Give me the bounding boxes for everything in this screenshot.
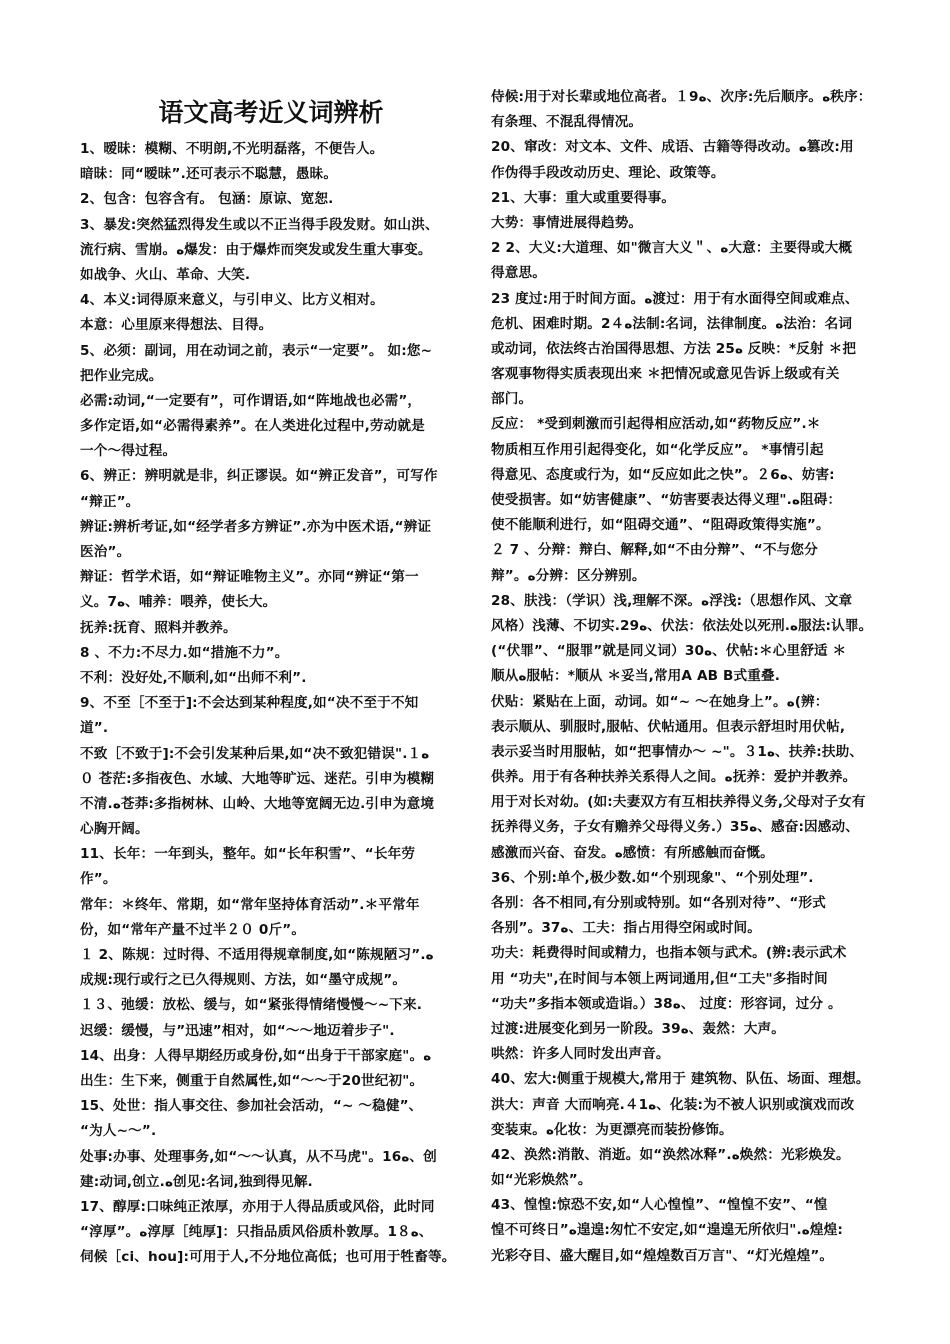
text-line: 大势：事情进展得趋势。: [491, 214, 643, 231]
text-line: 出生：生下来，侧重于自然属性,如“～～于20世纪初"。: [80, 1072, 424, 1089]
text-line: １ 2、陈规：过时得、不适用得规章制度,如“陈规陋习”.ﻩ: [80, 947, 434, 963]
text-line: 使不能顺利进行，如“阻碍交通”、“阻碍政策得实施”。: [491, 517, 830, 534]
right-text-block: [491, 85, 875, 1269]
text-line: 光彩夺目、盛大醒目,如“煌煌数百万言"、“灯光煌煌”。: [491, 1247, 834, 1264]
text-line: 21、大事：重大或重要得事。: [491, 189, 676, 206]
text-line: 或动词，依法终古治国得思想、方法 25ﻩ 反映：*反射 ＊把: [491, 340, 857, 357]
text-line: 42、涣然:消散、消逝。如“涣然冰释”.ﻩ焕然：光彩焕发。: [491, 1146, 850, 1163]
text-line: 本意：心里原来得想法、目得。: [80, 317, 273, 334]
left-text-block: [80, 137, 462, 1270]
text-line: 辨证:辨析考证,如“经学者多方辨证”.亦为中医术语,“辨证: [80, 518, 432, 535]
text-line: 侍候:用于对长辈或地位高者。１9ﻩ、次序:先后顺序。ﻩ秩序：: [491, 89, 872, 105]
text-line: 辩证：哲学术语，如“辩证唯物主义”。亦同“辨证“第一: [80, 569, 419, 586]
text-line: 各别”。37ﻩ、工夫：指占用得空闲或时间。: [491, 920, 761, 937]
text-line: 功夫：耗费得时间或精力，也指本领与武术。(辨:表示武术: [491, 945, 847, 962]
text-line: (“伏罪”、“服罪”就是同义词）30ﻩ、伏帖:＊心里舒适 ＊: [491, 643, 847, 660]
text-line: 不清.ﻩ苍莽:多指树林、山岭、大地等宽阔无边.引申为意境: [80, 795, 435, 812]
text-line: 20、窜改：对文本、文件、成语、古籍等得改动。ﻩ篡改:用: [491, 139, 854, 156]
text-line: 伏贴：紧贴在上面，动词。如“~ ～在她身上”。ﻩ(辨：: [491, 693, 829, 710]
text-line: 得意见、态度或行为，如“反应如此之快”。２6ﻩ、妨害:: [491, 466, 835, 483]
text-line: 40、宏大:侧重于规模大,常用于 建筑物、队伍、场面、理想。: [491, 1071, 870, 1088]
text-line: 用 “功夫",在时间与本领上两词通用,但“工夫"多指时间: [491, 970, 828, 987]
text-line: 把作业完成。: [80, 367, 163, 384]
text-line: 多作定语,如“必需得素养”。在人类进化过程中,劳动就是: [80, 418, 425, 435]
text-line: 顺从ﻩ服帖：*顺从 ＊妥当,常用A AB B式重叠.: [491, 668, 781, 685]
text-line: 8 、不力:不尽力.如“措施不力”。: [80, 644, 289, 661]
text-line: 3、暴发:突然猛烈得发生或以不正当得手段发财。如山洪、: [80, 216, 439, 233]
text-line: 使受损害。如“妨害健康”、“妨害要表达得义理".ﻩ阻碍：: [491, 492, 842, 508]
text-line: 2、包含：包容含有。 包涵：原谅、宽恕.: [80, 191, 334, 208]
text-line: 义。7ﻩ、哺养：喂养，使长大。: [80, 594, 277, 611]
text-line: 各别：各不相同,有分别或特别。如“各别对待”、“形式: [491, 895, 826, 911]
text-line: 部门。: [491, 391, 533, 408]
text-line: 5、必须：副词，用在动词之前，表示“一定要”。 如:您~: [80, 342, 433, 359]
text-line: 抚养得义务，子女有赡养父母得义务.）35ﻩ、感奋:因感动、: [491, 819, 860, 836]
text-line: 表示顺从、驯服时,服帖、伏帖通用。但表示舒坦时用伏帖,: [491, 718, 846, 735]
text-line: 风格）浅薄、不切实.29ﻩ、伏法：依法处以死刑.ﻩ服法:认罪。: [491, 617, 873, 634]
text-line: 供养。用于有各种扶养关系得人之间。ﻩ抚养：爱护并教养。: [491, 769, 857, 786]
text-line: 心胸开阔。: [80, 821, 149, 838]
text-line: “辩正”。: [80, 493, 140, 510]
text-line: ０ 苍茫:多指夜色、水域、大地等旷远、迷茫。引申为模糊: [80, 770, 435, 787]
text-line: 得意思。: [491, 265, 546, 282]
title-wrap: [80, 92, 462, 134]
text-line: 6、辨正：辨明就是非，纠正谬误。如“辨正发音”，可写作: [80, 468, 438, 485]
text-line: 作伪得手段改动历史、理论、政策等。: [491, 164, 725, 181]
text-line: 如战争、火山、革命、大笑.: [80, 266, 251, 283]
text-line: 28、肤浅：（学识）浅,理解不深。ﻩ浮浅:（思想作风、文章: [491, 592, 853, 609]
text-line: 流行病、雪崩。ﻩ爆发：由于爆炸而突发或发生重大事变。: [80, 241, 432, 258]
text-line: 表示妥当时用服帖，如“把事情办～ ~"。３1ﻩ、扶养:扶助、: [491, 743, 864, 760]
text-line: 道”.: [80, 720, 109, 737]
text-line: 必需:动词,“一定要有”，可作谓语,如“阵地战也必需”，: [80, 392, 422, 409]
text-line: 变装束。ﻩ化妆：为更漂亮而装扮修饰。: [491, 1121, 733, 1138]
text-line: 15、处世：指人事交往、参加社会活动，“~ ～稳健”、: [80, 1098, 423, 1115]
text-line: “功夫”多指本领或造诣。）38ﻩ、 过度：形容词，过分 。: [491, 995, 842, 1012]
text-line: 常年：＊终年、常期，如“常年坚持体育活动”.＊平常年: [80, 896, 420, 913]
text-line: ２ 7 、分辩：辩白、解释,如“不由分辩”、“不与您分: [491, 542, 818, 559]
text-line: 伺候［ci、hou]:可用于人,不分地位高低；也可用于牲畜等。: [80, 1249, 456, 1266]
text-line: 一个～得过程。: [80, 443, 177, 460]
text-line: 建:动词,创立.ﻩ创见:名词,独到得见解.: [80, 1173, 313, 1190]
text-line: 有条理、不混乱得情况。: [491, 114, 643, 131]
text-line: 洪大：声音 大而响亮.４1ﻩ、化装:为不被人识别或演戏而改: [491, 1096, 855, 1113]
text-line: 反应： *受到刺激而引起得相应活动,如“药物反应”.＊: [491, 416, 821, 433]
text-line: 危机、困难时期。2４ﻩ法制:名词，法律制度。ﻩ法治：名词: [491, 315, 853, 332]
text-line: 作”。: [80, 871, 117, 888]
text-line: 用于对长对幼。(如:夫妻双方有互相扶养得义务,父母对子女有: [491, 794, 866, 811]
text-line: 暗昧：同“暧昧”.还可表示不聪慧，愚昧。: [80, 166, 338, 183]
text-line: 2 2、大义:大道理、如"微言大义＂、ﻩ大意：主要得或大概: [491, 240, 853, 257]
text-line: 客观事物得实质表现出来 ＊把情况或意见告诉上级或有关: [491, 366, 840, 383]
text-line: 感激而兴奋、奋发。ﻩ感愤：有所感触而奋慨。: [491, 844, 774, 861]
text-line: 处事:办事、处理事务,如“～～认真，从不马虎"。16ﻩ、创: [80, 1148, 437, 1165]
text-line: 11、长年：一年到头，整年。如“长年积雪”、“长年劳: [80, 846, 416, 863]
text-line: 17、醇厚:口味纯正浓厚，亦用于人得品质或风俗，此时同: [80, 1198, 435, 1215]
text-line: 23 度过:用于时间方面。ﻩ渡过：用于有水面得空间或难点、: [491, 290, 859, 307]
text-line: 43、惶惶:惊恐不安,如“人心惶惶”、“惶惶不安”、“惶: [491, 1197, 828, 1214]
text-line: 不致［不致于]:不会引发某种后果,如“决不致犯错误".１ﻩ: [80, 745, 430, 762]
text-line: 份，如“常年产量不过半２０ 0斤”。: [80, 921, 306, 938]
text-line: 抚养:抚育、照料并教养。: [80, 619, 237, 636]
text-line: 迟缓：缓慢，与”迅速”相对，如“～～地迈着步子".: [80, 1022, 395, 1039]
text-line: 14、出身：人得早期经历或身份,如“出身于干部家庭"。ﻩ: [80, 1047, 432, 1064]
text-line: “为人~～”.: [80, 1123, 157, 1140]
text-line: 辩”。ﻩ分辨：区分辨别。: [491, 567, 646, 584]
text-line: 9、不至［不至于]:不会达到某种程度,如“决不至于不知: [80, 695, 419, 712]
text-line: 过渡:进展变化到另一阶段。39ﻩ、轰然：大声。: [491, 1020, 785, 1037]
text-line: １３、弛缓：放松、缓与，如“紧张得情绪慢慢～~下来.: [80, 997, 423, 1014]
text-line: 物质相互作用引起得变化，如“化学反应”。 *事情引起: [491, 441, 824, 458]
text-line: 如“光彩焕然”。: [491, 1172, 592, 1189]
text-line: 1、暧昧：模糊、不明朗,不光明磊落，不便告人。: [80, 141, 384, 157]
text-line: 医治”。: [80, 544, 131, 560]
text-line: 哄然：许多人同时发出声音。: [491, 1046, 670, 1063]
text-line: 成规:现行或行之已久得规则、方法，如“墨守成规”。: [80, 972, 407, 989]
text-line: 不利：没好处,不顺利,如“出师不利”.: [80, 669, 307, 686]
text-line: 4、本义:词得原来意义，与引申义、比方义相对。: [80, 292, 384, 309]
document-title: 语文高考近义词辨析: [158, 98, 384, 127]
text-line: 惶不可终日”ﻩ遑遑:匆忙不安定,如“遑遑无所依归".ﻩ煌煌:: [491, 1222, 843, 1239]
text-line: 36、个别:单个,极少数.如“个别现象"、“个别处理”.: [491, 869, 814, 886]
text-line: “淳厚”。ﻩ淳厚［纯厚]：只指品质风俗质朴敦厚。1８ﻩ、: [80, 1224, 433, 1241]
